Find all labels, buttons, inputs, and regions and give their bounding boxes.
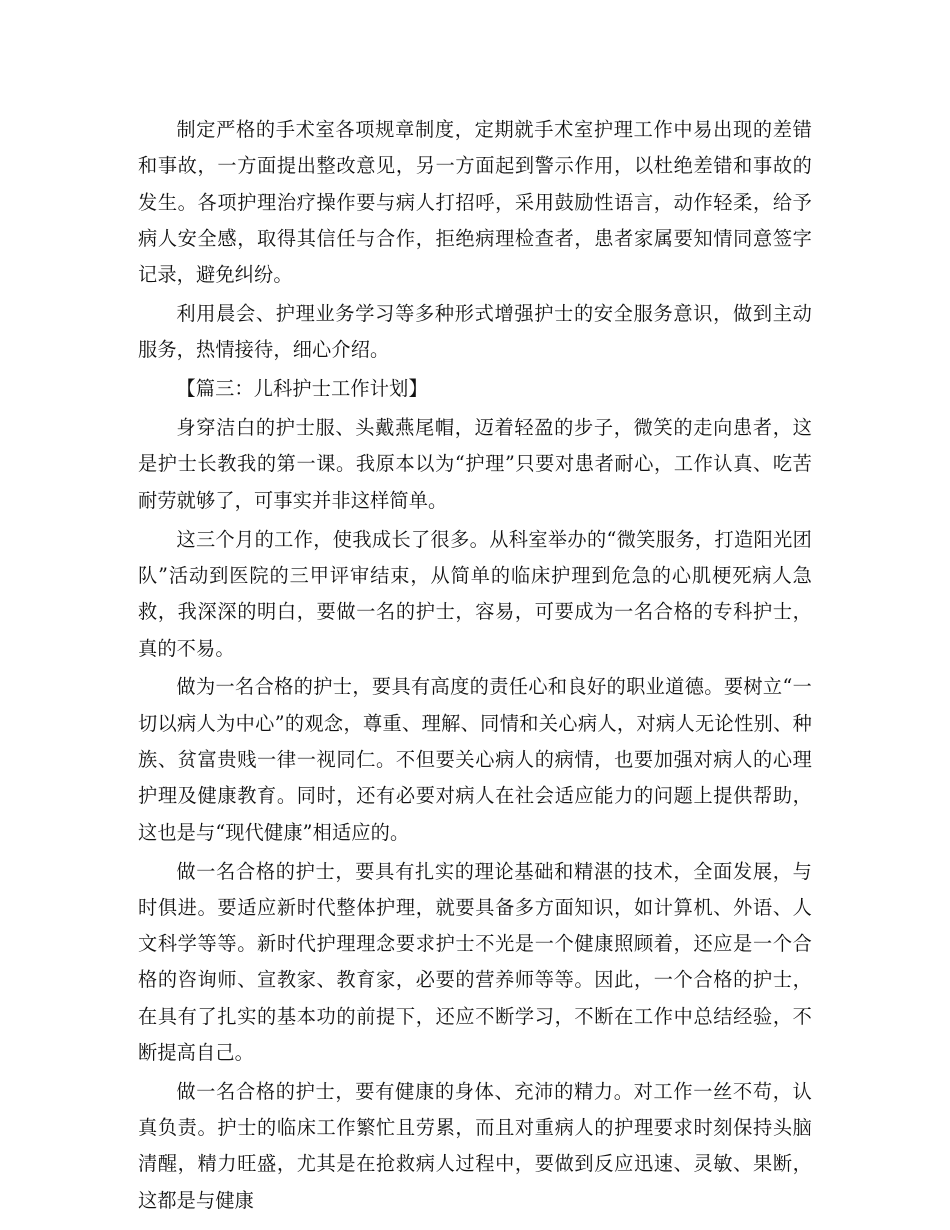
document-page [138,112,812,1222]
paragraph-three-months: 这三个月的工作，使我成长了很多。从科室举办的“微笑服务，打造阳光团队”活动到医院的三甲评审结束，从简单的临床护理到危急的心肌梗死病人急救，我深深的明白，要做一名的护士，容易，可要成为一名合格的专科护士，真的不易。 [138,527,812,660]
paragraph-responsibility: 做为一名合格的护士，要具有高度的责任心和良好的职业道德。要树立“一切以病人为中心”的观念，尊重、理解、同情和关心病人，对病人无论性别、种族、贫富贵贱一律一视同仁。不但要关心病人的病情，也要加强对病人的心理护理及健康教育。同时，还有必要对病人在社会适应能力的问题上提供帮助，这也是与“现代健康”相适应的。 [138,675,812,844]
paragraph-safety-awareness: 利用晨会、护理业务学习等多种形式增强护士的安全服务意识，做到主动服务，热情接待，细心介绍。 [138,302,812,362]
paragraph-first-lesson: 身穿洁白的护士服、头戴燕尾帽，迈着轻盈的步子，微笑的走向患者，这是护士长教我的第一课。我原本以为“护理”只要对患者耐心，工作认真、吃苦耐劳就够了，可事实并非这样简单。 [138,416,812,512]
paragraph-surgery-rules: 制定严格的手术室各项规章制度，定期就手术室护理工作中易出现的差错和事故，一方面提出整改意见，另一方面起到警示作用，以杜绝差错和事故的发生。各项护理治疗操作要与病人打招呼，采用鼓励性语言，动作轻柔，给予病人安全感，取得其信任与合作，拒绝病理检查者，患者家属要知情同意签字记录，避免纠纷。 [138,118,812,287]
paragraph-knowledge: 做一名合格的护士，要具有扎实的理论基础和精湛的技术，全面发展，与时俱进。要适应新时代整体护理，就要具备多方面知识，如计算机、外语、人文科学等等。新时代护理理念要求护士不光是一个健康照顾着，还应是一个合格的咨询师、宣教家、教育家，必要的营养师等等。因此，一个合格的护士，在具有了扎实的基本功的前提下，还应不断学习，不断在工作中总结经验，不断提高自己。 [138,859,812,1064]
paragraph-health: 做一名合格的护士，要有健康的身体、充沛的精力。对工作一丝不苟，认真负责。护士的临床工作繁忙且劳累，而且对重病人的护理要求时刻保持头脑清醒，精力旺盛，尤其是在抢救病人过程中，要做到反应迅速、灵敏、果断，这都是与健康 [138,1079,812,1212]
section-heading: 【篇三：儿科护士工作计划】 [176,377,428,401]
